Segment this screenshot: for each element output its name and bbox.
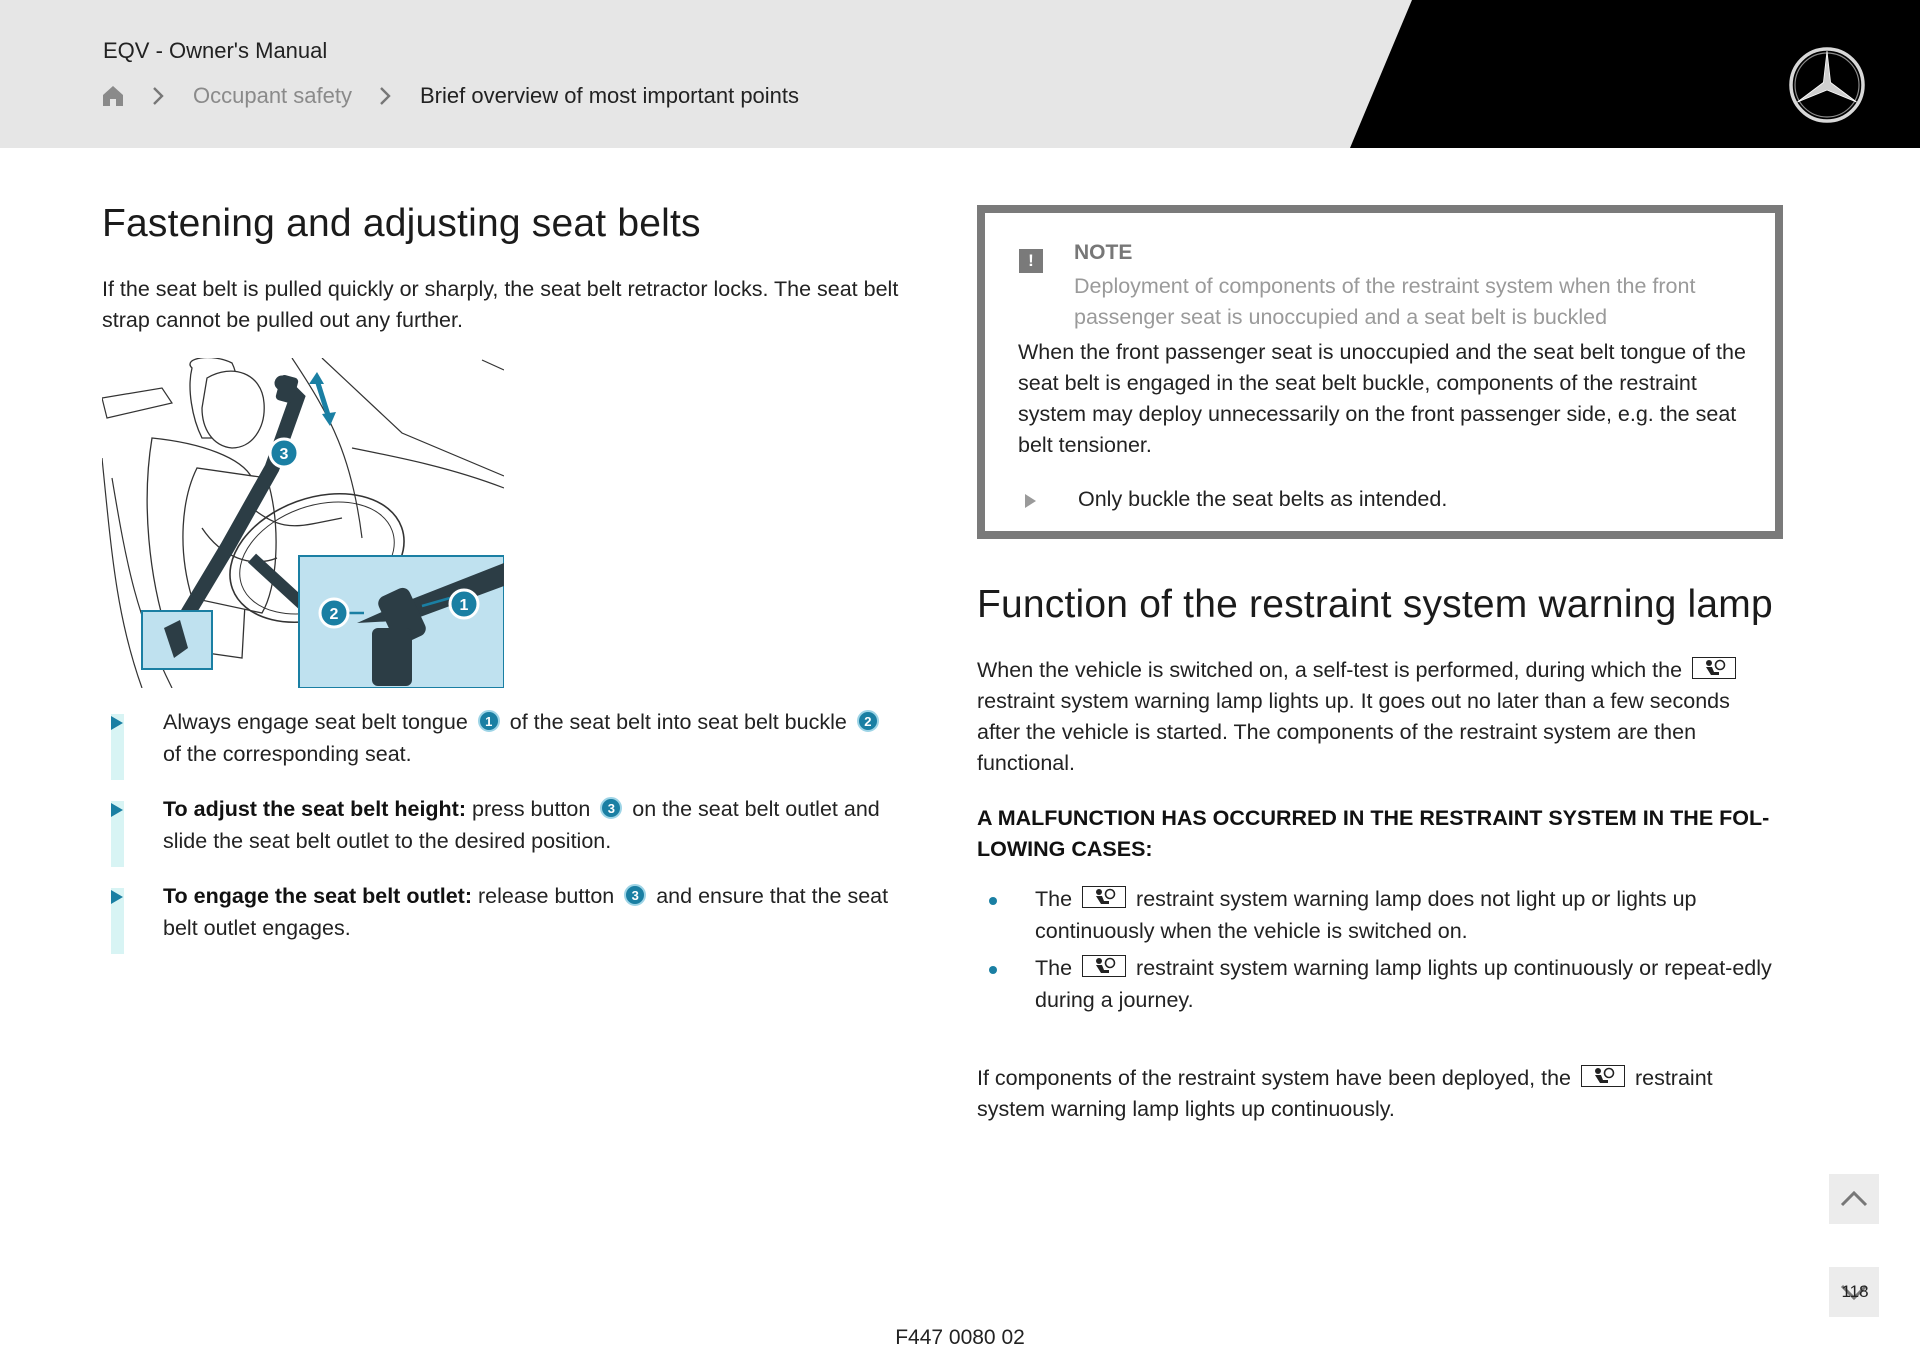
callout-badge-2: 2 <box>857 710 879 732</box>
manual-title: EQV - Owner's Manual <box>103 38 328 63</box>
step-arrow-icon <box>111 890 123 904</box>
warning-lamp-intro: When the vehicle is switched on, a self-test is performed, during which the restraint system warning lamp lights up. It goes out no later than a few seconds after the vehicle is started. The components of the restraint system are then functional. <box>977 655 1777 779</box>
note-box <box>977 205 1783 539</box>
bullet-dot <box>989 897 997 905</box>
step-arrow-icon <box>1025 494 1036 508</box>
malfunction-list <box>977 883 1797 1021</box>
seat-belt-steps <box>102 706 902 967</box>
exclamation-icon: ! <box>1019 249 1043 273</box>
breadcrumb <box>101 80 799 112</box>
document-code: F447 0080 02 <box>895 1326 1025 1349</box>
callout-3: 3 <box>279 446 289 463</box>
seat-belt-intro-text: If the seat belt is pulled quickly or sharply, the seat belt retractor locks. The seat belt strap cannot be pulled out any further. <box>102 277 899 332</box>
airbag-warning-lamp-icon <box>1692 657 1736 679</box>
callout-badge-3: 3 <box>600 797 622 819</box>
chevron-right-icon <box>151 85 165 107</box>
step-adjust-height: To adjust the seat belt height: press button 3 on the seat belt outlet and slide the seat belt outlet to the desired position. <box>102 793 902 857</box>
mercedes-star-logo <box>1788 46 1866 124</box>
seat-belt-illustration <box>102 358 504 688</box>
list-item: The restraint system warning lamp lights up continuously or repeat-edly during a journey. <box>977 952 1797 1016</box>
callout-badge-1: 1 <box>478 710 500 732</box>
section-title-warning-lamp: Function of the restraint system warning lamp <box>977 583 1773 626</box>
chevron-up-icon <box>1829 1174 1879 1224</box>
airbag-warning-lamp-icon <box>1082 886 1126 908</box>
chevron-right-icon <box>378 85 392 107</box>
home-icon[interactable] <box>101 84 125 108</box>
callout-2: 2 <box>329 606 339 623</box>
step-arrow-icon <box>111 716 123 730</box>
breadcrumb-current-page: Brief overview of most important points <box>419 83 800 108</box>
note-label: NOTE <box>1074 241 1133 264</box>
airbag-warning-lamp-icon <box>1581 1065 1625 1087</box>
airbag-warning-lamp-icon <box>1082 955 1126 977</box>
note-subtitle: Deployment of components of the restraint system when the front passenger seat is unoccupied and a seat belt is buckled <box>1074 274 1696 329</box>
page-header <box>0 0 1920 148</box>
note-action: Only buckle the seat belts as intended. <box>1078 487 1448 511</box>
list-item: The restraint system warning lamp does not light up or lights up continuously when the vehicle is switched on. <box>977 883 1797 947</box>
callout-1: 1 <box>459 597 469 614</box>
scroll-up-button[interactable] <box>1829 1174 1879 1224</box>
step-engage-tongue: Always engage seat belt tongue 1 of the seat belt into seat belt buckle 2 of the corresponding seat. <box>102 706 902 770</box>
callout-badge-3: 3 <box>624 884 646 906</box>
deployment-note: If components of the restraint system have been deployed, the restraint system warning lamp lights up continuously. <box>977 1066 1713 1121</box>
step-engage-outlet: To engage the seat belt outlet: release button 3 and ensure that the seat belt outlet engages. <box>102 880 902 944</box>
step-arrow-icon <box>111 803 123 817</box>
note-body: When the front passenger seat is unoccupied and the seat belt tongue of the seat belt is engaged in the seat belt buckle, components of the restraint system may deploy unnecessarily on the front passenger side, e.g. the seat belt tensioner. <box>1018 340 1746 457</box>
breadcrumb-occupant-safety[interactable]: Occupant safety <box>193 83 352 108</box>
section-title-seat-belts: Fastening and adjusting seat belts <box>102 202 701 245</box>
malfunction-heading: A MALFUNCTION HAS OCCURRED IN THE RESTRAINT SYSTEM IN THE FOL-LOWING CASES: <box>977 806 1770 861</box>
page-number: 118 <box>1841 1282 1869 1301</box>
bullet-dot <box>989 966 997 974</box>
